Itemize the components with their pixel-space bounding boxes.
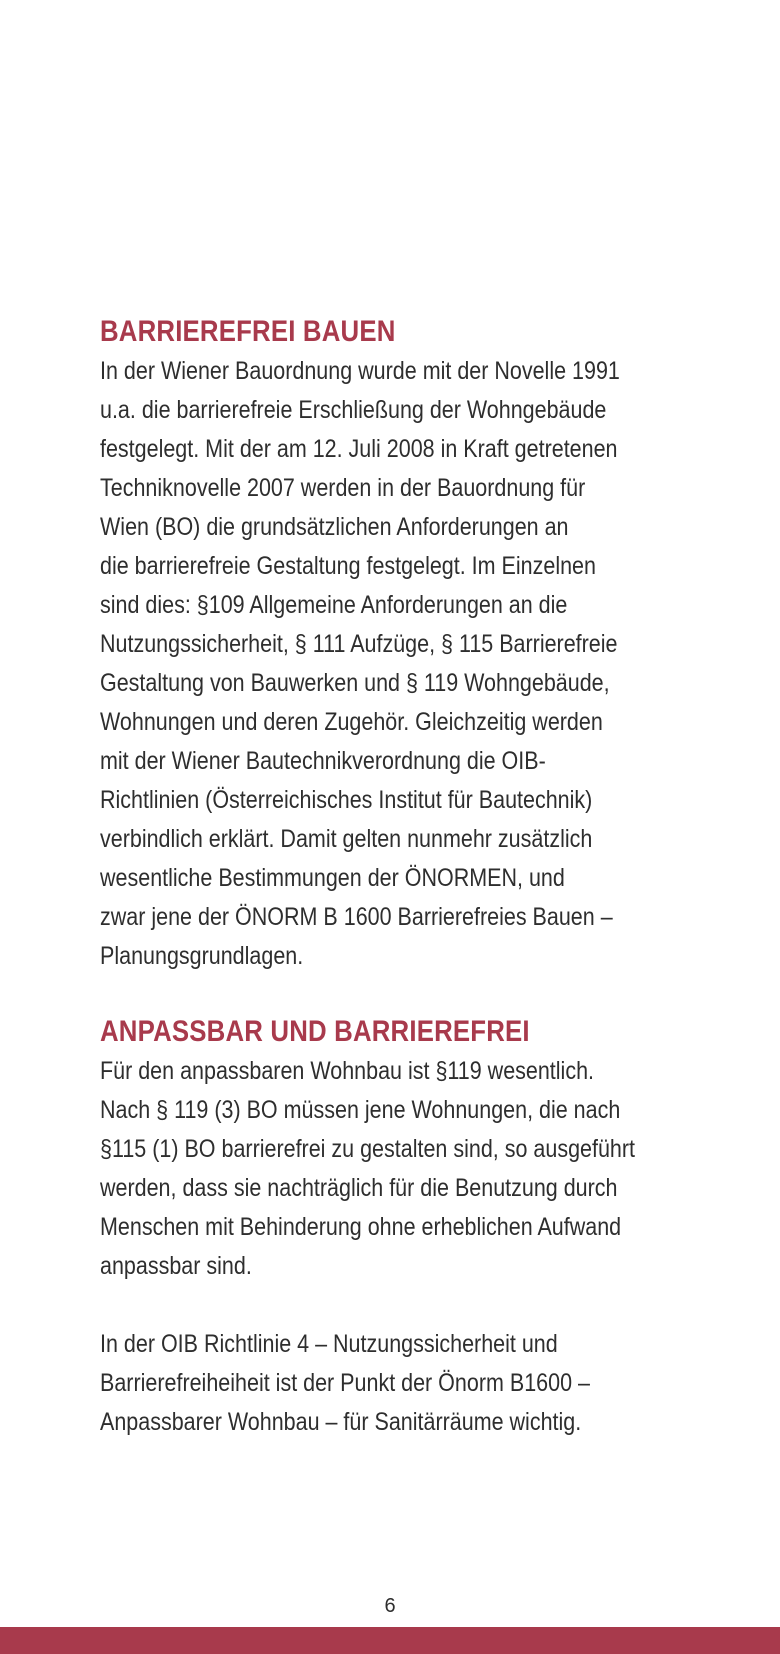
- text-line: die barrierefreie Gestaltung festgelegt. Im Einzelnen: [100, 552, 596, 580]
- text-line: verbindlich erklärt. Damit gelten nunmehr zusätzlich: [100, 825, 593, 853]
- text-line: Für den anpassbaren Wohnbau ist §119 wesentlich.: [100, 1057, 595, 1085]
- section-paragraph: [100, 1325, 702, 1442]
- text-line: Nach § 119 (3) BO müssen jene Wohnungen, die nach: [100, 1096, 621, 1124]
- text-line: sind dies: §109 Allgemeine Anforderungen an die: [100, 591, 568, 619]
- footer-accent-bar: [0, 1627, 780, 1654]
- text-line: Wien (BO) die grundsätzlichen Anforderungen an: [100, 513, 569, 541]
- section-paragraph: [100, 1052, 702, 1286]
- text-line: u.a. die barrierefreie Erschließung der Wohngebäude: [100, 396, 607, 424]
- text-line: In der OIB Richtlinie 4 – Nutzungssicherheit und: [100, 1330, 558, 1358]
- page-number: 6: [384, 1595, 396, 1617]
- text-line: mit der Wiener Bautechnikverordnung die OIB-: [100, 747, 546, 775]
- section-heading-barrierefrei-bauen: BARRIEREFREI BAUEN: [100, 315, 396, 348]
- text-line: anpassbar sind.: [100, 1252, 252, 1280]
- text-line: Anpassbarer Wohnbau – für Sanitärräume wichtig.: [100, 1408, 582, 1436]
- text-line: Nutzungssicherheit, § 111 Aufzüge, § 115 Barrierefreie: [100, 630, 618, 658]
- text-line: Richtlinien (Österreichisches Institut für Bautechnik): [100, 786, 593, 814]
- text-line: In der Wiener Bauordnung wurde mit der Novelle 1991: [100, 357, 620, 385]
- text-line: Planungsgrundlagen.: [100, 942, 304, 970]
- text-line: Gestaltung von Bauwerken und § 119 Wohngebäude,: [100, 669, 610, 697]
- text-line: zwar jene der ÖNORM B 1600 Barrierefreies Bauen –: [100, 903, 613, 931]
- text-line: Barrierefreiheiheit ist der Punkt der Önorm B1600 –: [100, 1369, 590, 1397]
- text-line: werden, dass sie nachträglich für die Benutzung durch: [100, 1174, 618, 1202]
- section-heading-anpassbar-und-barrierefrei: ANPASSBAR UND BARRIEREFREI: [100, 1015, 530, 1048]
- page-content: [100, 312, 700, 1442]
- text-line: wesentliche Bestimmungen der ÖNORMEN, und: [100, 864, 565, 892]
- text-line: festgelegt. Mit der am 12. Juli 2008 in Kraft getretenen: [100, 435, 618, 463]
- text-line: Techniknovelle 2007 werden in der Bauordnung für: [100, 474, 586, 502]
- section-spacer: [100, 976, 700, 1012]
- section-paragraph: [100, 352, 702, 976]
- text-line: Wohnungen und deren Zugehör. Gleichzeitig werden: [100, 708, 603, 736]
- paragraph-spacer: [100, 1286, 700, 1325]
- text-line: Menschen mit Behinderung ohne erheblichen Aufwand: [100, 1213, 622, 1241]
- text-line: §115 (1) BO barrierefrei zu gestalten sind, so ausgeführt: [100, 1135, 636, 1163]
